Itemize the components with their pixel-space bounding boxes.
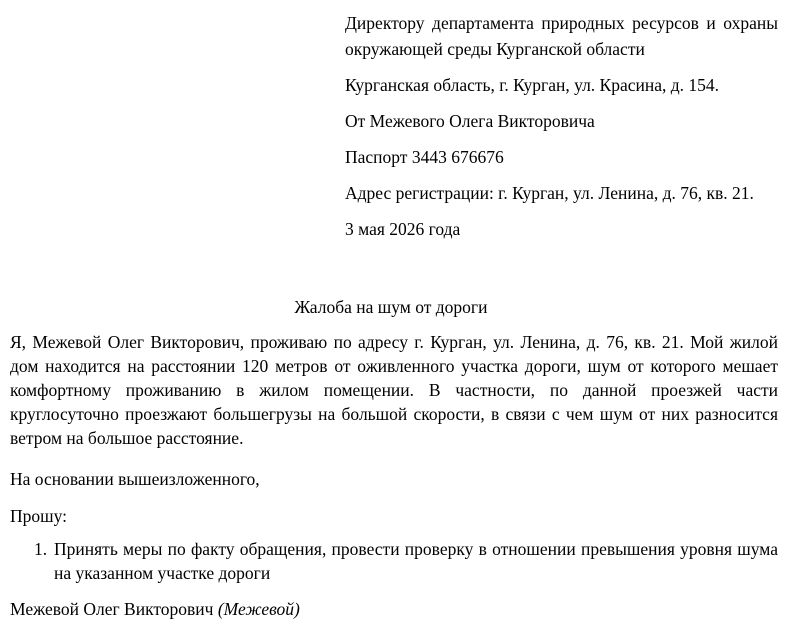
signature-name: Межевой Олег Викторович: [10, 599, 214, 619]
signature-mark: (Межевой): [217, 599, 300, 619]
signature-block: [10, 596, 300, 622]
list-item: [34, 537, 778, 585]
passport: Паспорт 3443 676676: [345, 147, 504, 167]
list-item-number: 1.: [34, 539, 48, 559]
request-line: Прошу:: [10, 506, 67, 526]
list-item-text: Принять меры по факту обращения, провести проверку в отношении превышения уровня шума на указанном участке дороги: [54, 539, 778, 583]
complaint-body: Я, Межевой Олег Викторович, проживаю по адресу г. Курган, ул. Ленина, д. 76, кв. 21. Мой жилой дом находится на расстоянии 120 метров от оживленного участка дороги, шум от которого мешает комфортному проживанию в жилом помещении. В частности, по данной проезжей части круглосуточно проезжают большегрузы на большой скорости, в связи с чем шум от них разносится ветром на большое расстояние.: [10, 332, 778, 448]
registration-address: Адрес регистрации: г. Курган, ул. Ленина, д. 76, кв. 21.: [345, 183, 754, 203]
recipient-address: Курганская область, г. Курган, ул. Красина, д. 154.: [345, 75, 720, 95]
document-date: 3 мая 2026 года: [345, 219, 461, 239]
sender: От Межевого Олега Викторовича: [345, 111, 595, 131]
document-title: Жалоба на шум от дороги: [294, 297, 488, 317]
document-header: [345, 10, 778, 252]
basis-line: На основании вышеизложенного,: [10, 469, 260, 489]
recipient: Директору департамента природных ресурсов и охраны окружающей среды Курганской области: [345, 13, 778, 59]
request-list: [34, 537, 778, 585]
